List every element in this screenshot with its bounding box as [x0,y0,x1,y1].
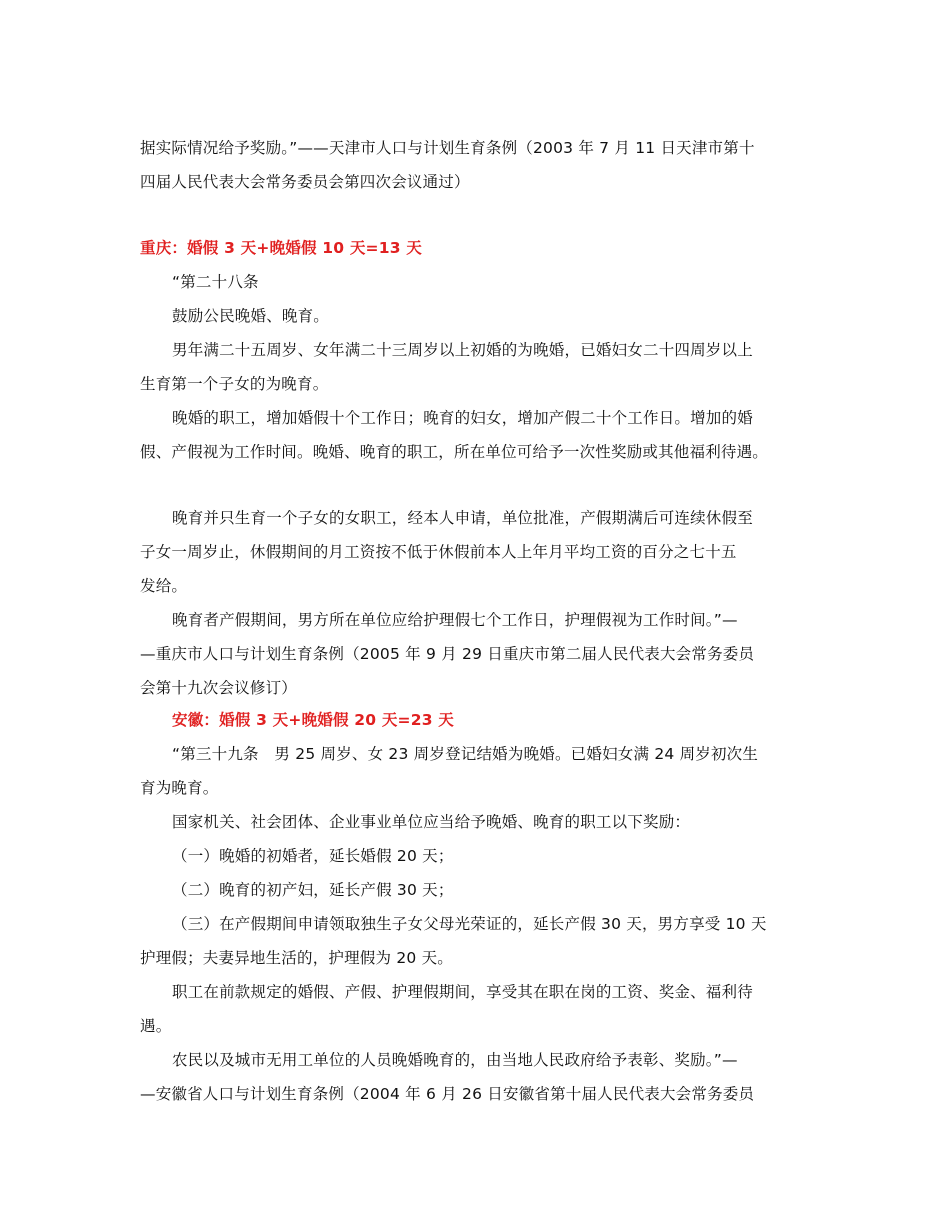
paragraph-line: —重庆市人口与计划生育条例（2005 年 9 月 29 日重庆市第二届人民代表大会常务委员 [140,645,755,663]
paragraph-line: 子女一周岁止，休假期间的月工资按不低于休假前本人上年月平均工资的百分之七十五 [140,543,737,561]
paragraph-line: 生育第一个子女的为晚育。 [140,375,329,393]
list-item: （二）晚育的初产妇，延长产假 30 天； [172,881,454,899]
paragraph-line: 假、产假视为工作时间。晚婚、晚育的职工，所在单位可给予一次性奖励或其他福利待遇。 [140,443,769,461]
paragraph-line: 国家机关、社会团体、企业事业单位应当给予晚婚、晚育的职工以下奖励： [172,813,691,831]
paragraph-line: 护理假；夫妻异地生活的，护理假为 20 天。 [140,949,453,967]
paragraph-line: 晚育者产假期间，男方所在单位应给护理假七个工作日，护理假视为工作时间。”— [172,611,738,629]
paragraph-line: 农民以及城市无用工单位的人员晚婚晚育的，由当地人民政府给予表彰、奖励。”— [172,1051,738,1069]
paragraph-line: —安徽省人口与计划生育条例（2004 年 6 月 26 日安徽省第十届人民代表大会常务委员 [140,1085,755,1103]
article-title: “第二十八条 [172,273,259,291]
paragraph-line: 育为晚育。 [140,779,219,797]
paragraph-line: 据实际情况给予奖励。”——天津市人口与计划生育条例（2003 年 7 月 11 日天津市第十 [140,139,755,157]
list-item: （一）晚婚的初婚者，延长婚假 20 天； [172,847,454,865]
section-heading-anhui: 安徽：婚假 3 天+晚婚假 20 天=23 天 [172,711,454,729]
paragraph-line: 男年满二十五周岁、女年满二十三周岁以上初婚的为晚婚，已婚妇女二十四周岁以上 [172,341,753,359]
paragraph-line: 鼓励公民晚婚、晚育。 [172,307,330,325]
paragraph-line: 四届人民代表大会常务委员会第四次会议通过） [140,173,470,191]
paragraph-line: 晚婚的职工，增加婚假十个工作日；晚育的妇女，增加产假二十个工作日。增加的婚 [172,409,753,427]
paragraph-line: 晚育并只生育一个子女的女职工，经本人申请，单位批准，产假期满后可连续休假至 [172,509,753,527]
list-item: （三）在产假期间申请领取独生子女父母光荣证的，延长产假 30 天，男方享受 10 天 [172,915,767,933]
paragraph-line: 职工在前款规定的婚假、产假、护理假期间，享受其在职在岗的工资、奖金、福利待 [172,983,753,1001]
section-heading-chongqing: 重庆：婚假 3 天+晚婚假 10 天=13 天 [140,239,422,257]
paragraph-line: “第三十九条 男 25 周岁、女 23 周岁登记结婚为晚婚。已婚妇女满 24 周岁初次生 [172,745,759,763]
paragraph-line: 发给。 [140,577,188,595]
paragraph-line: 遇。 [140,1017,172,1035]
paragraph-line: 会第十九次会议修订） [140,679,298,697]
